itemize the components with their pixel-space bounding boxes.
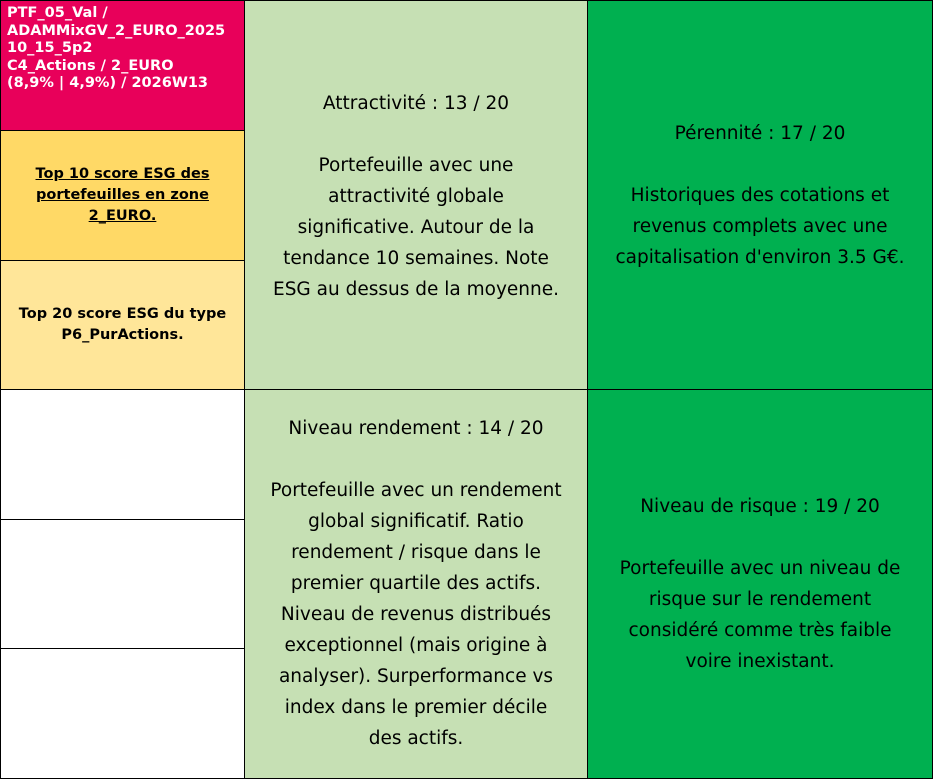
top10-esg-badge-cell	[0, 130, 245, 261]
attractivite-line-4: tendance 10 semaines. Note	[283, 248, 549, 269]
attractivite-line-1: Portefeuille avec une	[318, 155, 514, 176]
top10-line-2: portefeuilles en zone	[36, 187, 209, 203]
rendement-line-2: global significatif. Ratio	[308, 511, 524, 532]
portfolio-name-line-5: (8,9% | 4,9%) / 2026W13	[7, 75, 208, 91]
rendement-line-5: Niveau de revenus distribués	[280, 604, 552, 625]
risque-title: Niveau de risque : 19 / 20	[640, 496, 880, 517]
rendement-line-7: analyser). Surperformance vs	[278, 666, 554, 687]
top10-line-3: 2_EURO.	[88, 208, 157, 224]
top20-line-1: Top 20 score ESG du type	[18, 306, 227, 322]
top10-line-1: Top 10 score ESG des	[35, 166, 210, 182]
rendement-line-8: index dans le premier décile	[284, 697, 548, 718]
perennite-line-2: revenus complets avec une	[632, 216, 888, 237]
rendement-line-6: exceptionnel (mais origine à	[284, 635, 548, 656]
empty-cell-3	[0, 648, 245, 779]
portfolio-name-line-3: 10_15_5p2	[7, 40, 93, 56]
risque-cell	[587, 389, 933, 779]
portfolio-name-line-1: PTF_05_Val /	[7, 5, 108, 21]
perennite-line-3: capitalisation d'environ 3.5 G€.	[615, 247, 905, 268]
perennite-line-1: Historiques des cotations et	[630, 185, 890, 206]
rendement-line-4: premier quartile des actifs.	[290, 573, 542, 594]
risque-line-4: voire inexistant.	[685, 651, 835, 672]
top20-esg-badge-cell	[0, 260, 245, 390]
risque-line-1: Portefeuille avec un niveau de	[619, 558, 901, 579]
rendement-line-3: rendement / risque dans le	[291, 542, 541, 563]
portfolio-name-line-4: C4_Actions / 2_EURO	[7, 57, 174, 74]
risque-line-3: considéré comme très faible	[628, 620, 892, 641]
portfolio-header-cell	[0, 0, 245, 131]
attractivite-title: Attractivité : 13 / 20	[322, 93, 510, 114]
attractivite-line-2: attractivité globale	[328, 186, 504, 207]
attractivite-line-5: ESG au dessus de la moyenne.	[273, 279, 559, 300]
rendement-cell	[244, 389, 588, 779]
attractivite-cell	[244, 0, 588, 390]
portfolio-name-line-2: ADAMMixGV_2_EURO_2025	[7, 22, 226, 39]
rendement-line-9: des actifs.	[368, 728, 464, 749]
empty-cell-1	[0, 389, 245, 520]
perennite-title: Pérennité : 17 / 20	[674, 123, 846, 144]
top20-line-2: P6_PurActions.	[61, 327, 184, 343]
risque-line-2: risque sur le rendement	[648, 589, 872, 610]
rendement-title: Niveau rendement : 14 / 20	[288, 418, 544, 439]
rendement-line-1: Portefeuille avec un rendement	[270, 480, 562, 501]
empty-cell-2	[0, 519, 245, 649]
attractivite-line-3: significative. Autour de la	[297, 217, 535, 238]
perennite-cell	[587, 0, 933, 390]
